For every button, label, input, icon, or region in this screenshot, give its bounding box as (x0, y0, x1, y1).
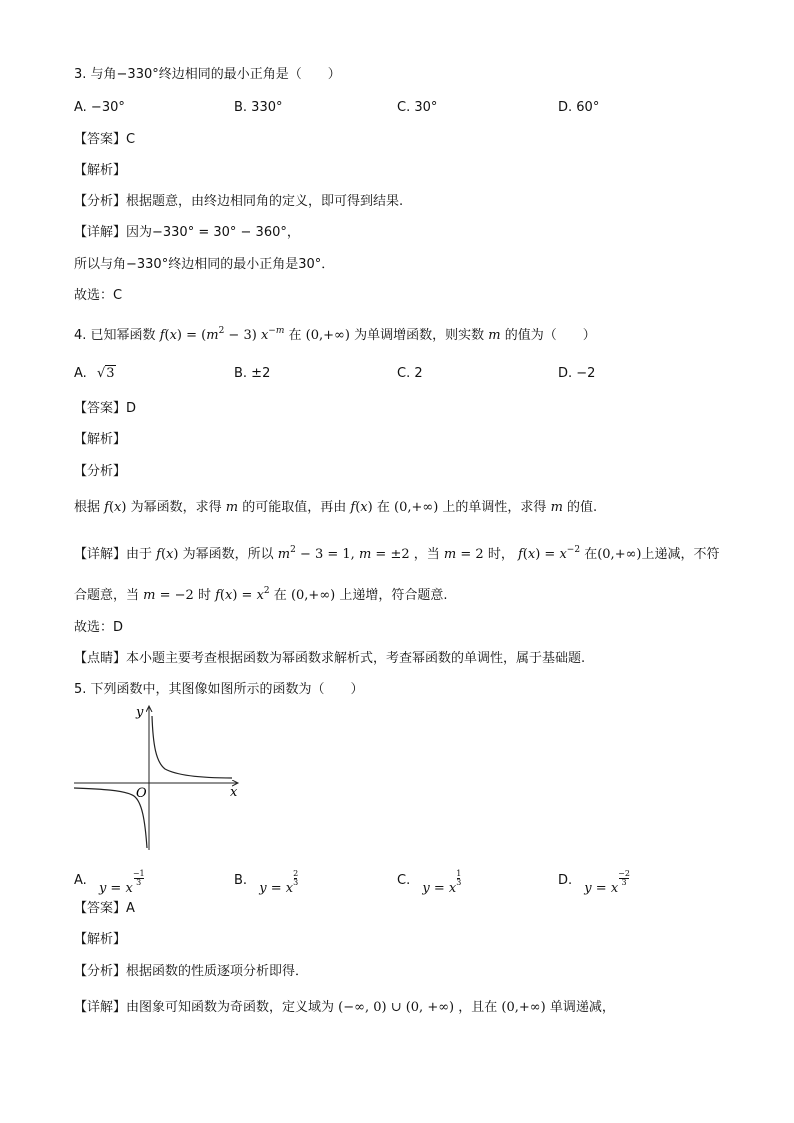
q4-xj2-a: 合题意，当 (74, 588, 140, 603)
q5-option-b-label: B. (234, 873, 248, 888)
q4-fenxi-d: 在 (376, 500, 390, 515)
q4-xj2-d: 上递增，符合题意. (339, 588, 448, 603)
q5-xiangjie (74, 999, 615, 1017)
q4-stem-mid: 在 (288, 328, 302, 343)
q4-xj2-b: 时 (197, 588, 211, 603)
q4-dianjing: 【点睛】本小题主要考查根据函数为幂函数求解析式，考查幂函数的单调性，属于基础题. (74, 651, 586, 666)
q5-option-c-formula: y = x $\frac{1}{3}$ (422, 869, 462, 896)
q3-jiexi: 【解析】 (74, 163, 127, 178)
q3-option-a: A. −30° (74, 100, 125, 115)
graph-y-label: y (136, 705, 144, 720)
q4-xj2-m: m = −2 (143, 588, 194, 603)
q4-xiangjie (74, 541, 720, 564)
q3-option-d: D. 60° (558, 100, 600, 115)
q4-fenxi-head: 【分析】 (74, 464, 127, 479)
q3-conclusion: 所以与角−330°终边相同的最小正角是30°． (74, 257, 335, 272)
q4-guxuan: 故选：D (74, 620, 124, 635)
q4-var-m: m (488, 328, 501, 343)
q4-xj-a: 为幂函数，所以 (182, 547, 274, 562)
q5-option-a-formula: y = x $\frac{-1}{3}$ (98, 869, 145, 896)
q5-option-a (74, 862, 145, 896)
q5-option-c (397, 862, 462, 896)
q5-answer: 【答案】A (74, 901, 135, 916)
q4-xj-m2: m = 2 (443, 547, 484, 562)
q4-option-a-radicand: 3 (106, 366, 115, 381)
q4-fenxi-f: 的值. (567, 500, 598, 515)
q5-option-c-label: C. (397, 873, 411, 888)
q4-option-a (74, 365, 116, 383)
q4-xj2-interval: (0,+∞) (290, 588, 336, 603)
q4-fenxi (74, 499, 597, 517)
q4-xj-interval: (0,+∞) (597, 547, 642, 562)
q4-interval: (0,+∞) (305, 328, 350, 343)
q3-guxuan: 故选：C (74, 288, 123, 303)
q4-xj2-fx: $f(x) = x^2$ (215, 586, 270, 603)
q4-fenxi-e: 上的单调性，求得 (442, 500, 547, 515)
q4-fenxi-interval: (0,+∞) (394, 500, 439, 515)
q5-xj-b: ，且在 (458, 1000, 498, 1015)
q5-stem: 5. 下列函数中，其图像如图所示的函数为（ ） (74, 682, 364, 697)
q4-xj-fx: f(x) (156, 547, 179, 562)
q5-xj-interval: (0,+∞) (501, 1000, 546, 1015)
q4-fenxi-m2: m (550, 500, 563, 515)
q4-xj-b: ，当 (413, 547, 440, 562)
q4-fenxi-c: 的可能取值，再由 (242, 500, 347, 515)
q4-option-a-value: √3 (96, 366, 115, 381)
q4-jiexi: 【解析】 (74, 432, 127, 447)
q5-option-a-label: A. (74, 873, 87, 888)
q5-xj-c: 单调递减， (549, 1000, 615, 1015)
graph-curve-right (152, 716, 232, 778)
q5-option-d-label: D. (558, 873, 573, 888)
q3-stem: 3. 与角−330°终边相同的最小正角是（ ） (74, 67, 341, 82)
graph-x-label: x (230, 785, 238, 800)
q5-jiexi: 【解析】 (74, 932, 127, 947)
q4-xj2-c: 在 (273, 588, 287, 603)
q5-xj-a: 【详解】由图象可知函数为奇函数，定义域为 (74, 1000, 335, 1015)
graph-origin-label: O (136, 786, 147, 801)
q4-fenxi-m1: m (225, 500, 239, 515)
q4-answer: 【答案】D (74, 401, 137, 416)
q4-fenxi-fx2: f(x) (350, 500, 373, 515)
q4-stem-pre: 4. 已知幂函数 (74, 328, 156, 343)
q5-xj-domain: (−∞, 0) ∪ (0, +∞) (338, 1000, 455, 1015)
q4-fenxi-fx: f(x) (104, 500, 127, 515)
q4-option-b: B. ±2 (234, 366, 271, 381)
q5-option-d-formula: y = x $\frac{-2}{3}$ (584, 869, 630, 896)
q3-fenxi: 【分析】根据题意，由终边相同角的定义，即可得到结果. (74, 194, 404, 209)
q4-xj-fx-neg: $f(x) = x^{-2}$ (517, 545, 581, 562)
q5-option-b-formula: y = x $\frac{2}{3}$ (259, 869, 299, 896)
q4-option-c: C. 2 (397, 366, 423, 381)
q4-fenxi-a: 根据 (74, 500, 101, 515)
q5-option-d (558, 862, 630, 896)
q4-xj-c: 时， (487, 547, 514, 562)
q5-fenxi: 【分析】根据函数的性质逐项分析即得． (74, 964, 309, 979)
q3-answer: 【答案】C (74, 132, 136, 147)
q4-xj-equation: $m^2 - 3 = 1$, m = ±2 (277, 545, 410, 562)
q4-function-def: $f(x) = (m^2 - 3)$ $x^{-m}$ (159, 326, 285, 343)
q4-xj-head: 【详解】由于 (74, 547, 153, 562)
q4-option-a-label: A. (74, 366, 87, 381)
q4-xj-zai: 在 (584, 547, 598, 562)
q4-fenxi-b: 为幂函数，求得 (130, 500, 222, 515)
q4-option-d: D. −2 (558, 366, 596, 381)
q3-option-b: B. 330° (234, 100, 283, 115)
q3-xiangjie: 【详解】因为−330° = 30° − 360°， (74, 225, 300, 240)
q4-stem-post: 为单调增函数，则实数 (354, 328, 485, 343)
q3-option-c: C. 30° (397, 100, 438, 115)
q4-stem-end: 的值为（ ） (504, 328, 596, 343)
q4-stem (74, 322, 596, 345)
q5-function-graph (70, 700, 250, 852)
q4-xiangjie-2 (74, 582, 448, 605)
q5-option-b (234, 862, 299, 896)
q4-xj-d: 上递减，不符 (641, 547, 720, 562)
